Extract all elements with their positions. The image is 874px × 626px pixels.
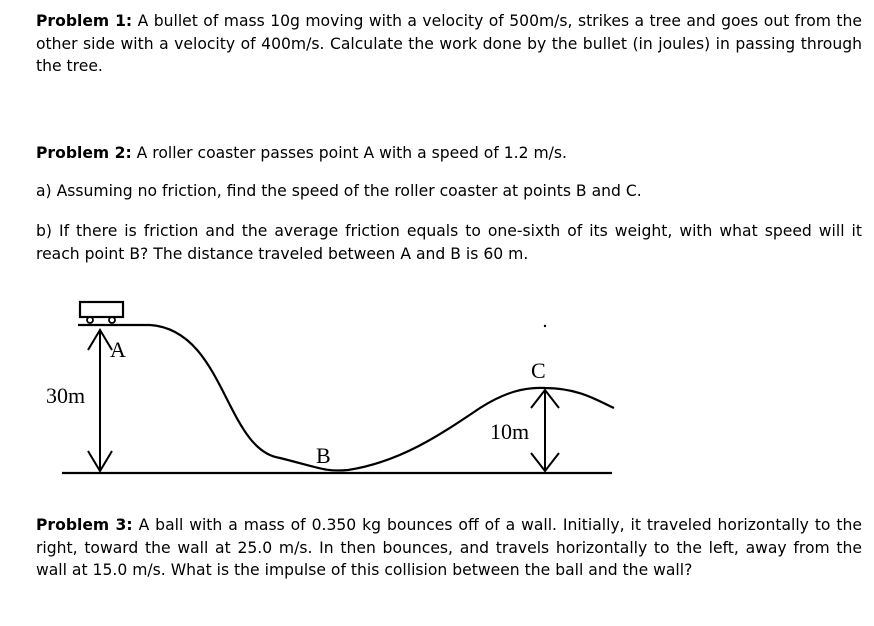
problem-2-part-b: b) If there is friction and the average friction equals to one-sixth of its weight, with what speed will it reach point B? The distance traveled between A and B is 60 m. bbox=[36, 222, 862, 263]
problem-1 bbox=[36, 10, 862, 78]
cart-icon bbox=[80, 302, 123, 323]
problem-1-label: Problem 1: bbox=[36, 12, 133, 30]
problem-3 bbox=[36, 514, 862, 582]
problem-2-text: A roller coaster passes point A with a speed of 1.2 m/s. bbox=[131, 144, 567, 162]
height-arrow-c bbox=[531, 390, 559, 471]
dot-marker bbox=[544, 325, 546, 327]
problem-2-label: Problem 2: bbox=[36, 144, 132, 162]
problem-2-part-a: a) Assuming no friction, find the speed of the roller coaster at points B and C. bbox=[36, 182, 642, 200]
height-arrow-a bbox=[88, 330, 112, 471]
problem-2 bbox=[36, 142, 862, 165]
point-c-label: C bbox=[531, 358, 546, 383]
roller-coaster-diagram bbox=[0, 290, 874, 490]
height-c-label: 10m bbox=[490, 419, 530, 444]
problem-1-text: A bullet of mass 10g moving with a velocity of 500m/s, strikes a tree and goes out from the other side with a velocity of 400m/s. Calculate the work done by the bullet (in joules) in passing through the tree. bbox=[36, 12, 862, 75]
problem-3-label: Problem 3: bbox=[36, 516, 133, 534]
point-a-label: A bbox=[110, 337, 126, 362]
height-a-label: 30m bbox=[46, 383, 86, 408]
problem-3-text: A ball with a mass of 0.350 kg bounces off of a wall. Initially, it traveled horizontally to the right, toward the wall at 25.0 m/s. In then bounces, and travels horizontally to the left, away from the wall at 15.0 m/s. What is the impulse of this collision between the ball and the wall? bbox=[36, 516, 862, 579]
point-b-label: B bbox=[316, 443, 331, 468]
